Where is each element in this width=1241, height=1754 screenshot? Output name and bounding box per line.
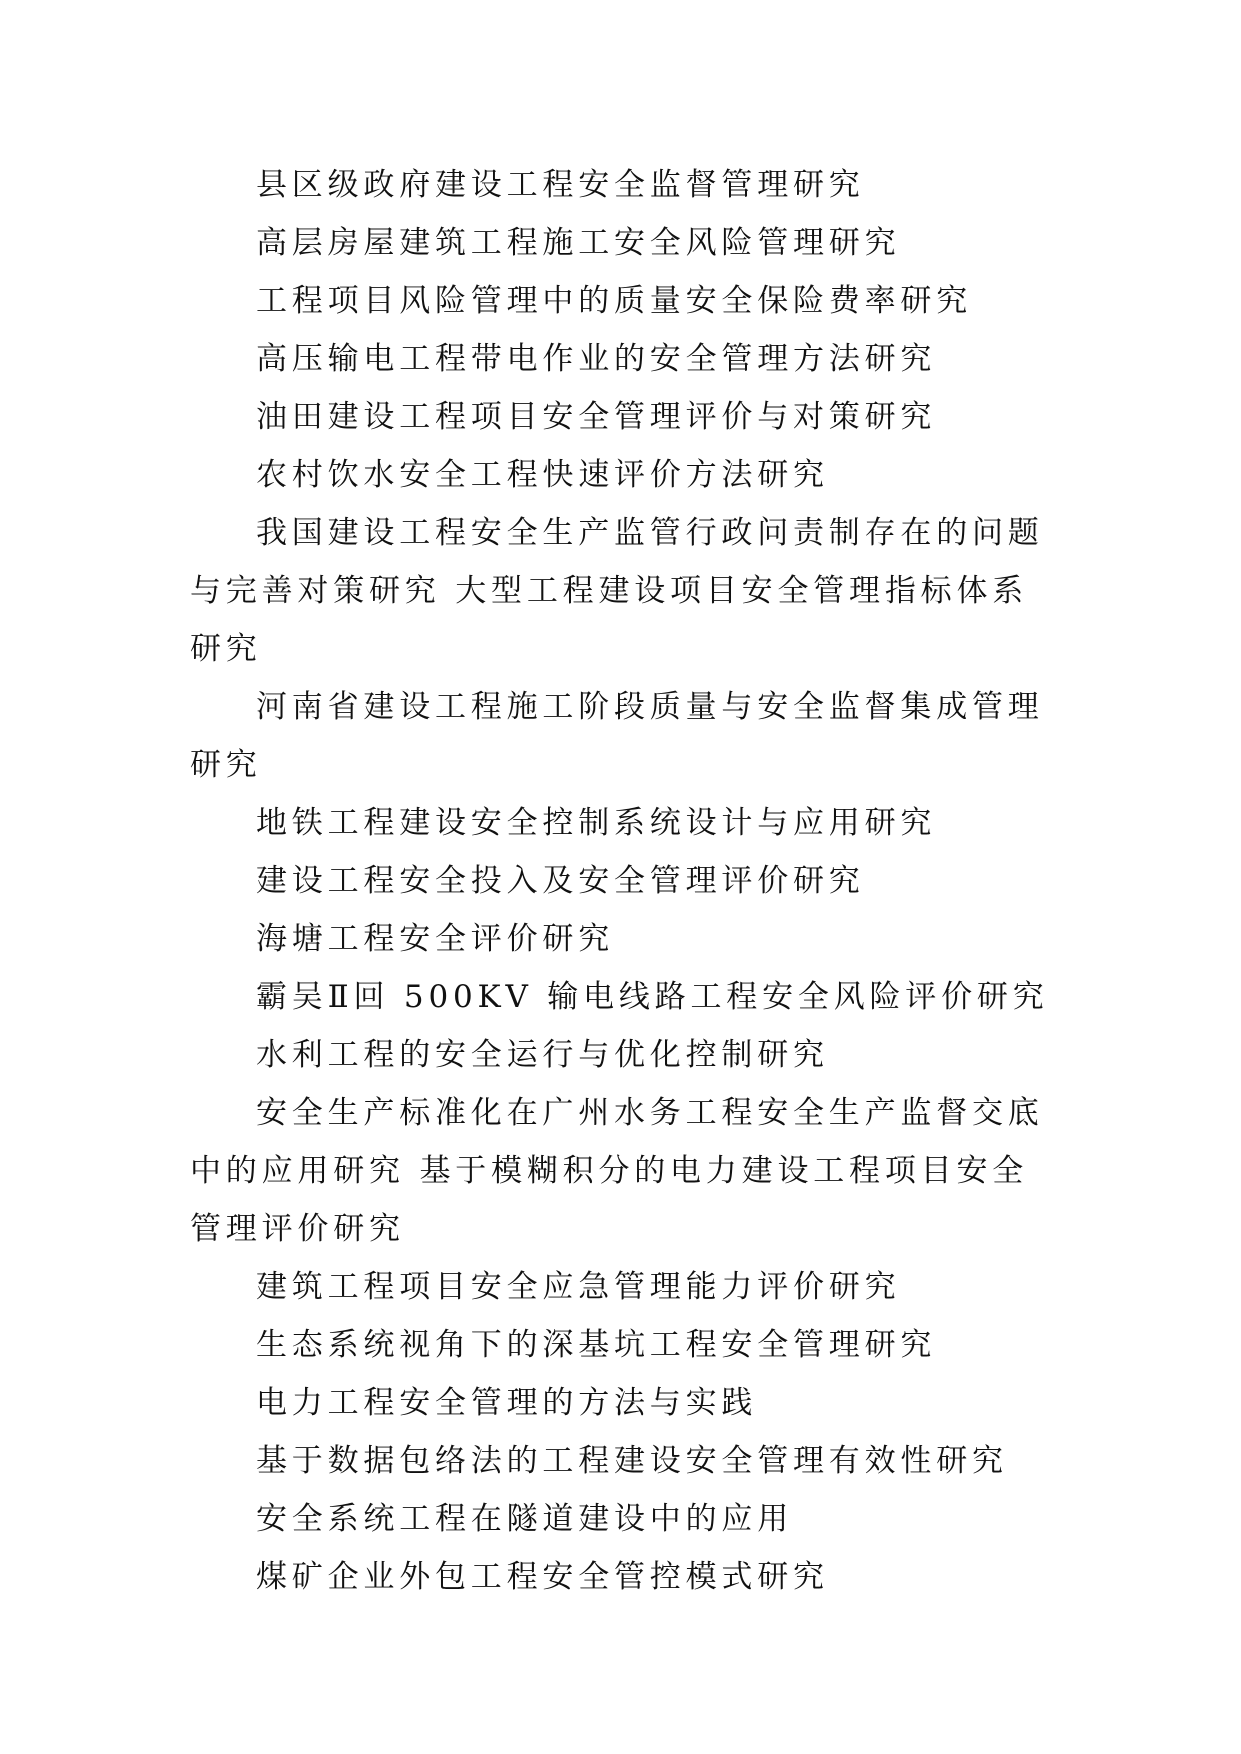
paragraph: 地铁工程建设安全控制系统设计与应用研究 [256,805,937,841]
paragraph: 生态系统视角下的深基坑工程安全管理研究 [256,1327,937,1363]
paragraph: 工程项目风险管理中的质量安全保险费率研究 [256,283,972,319]
paragraph: 基于数据包络法的工程建设安全管理有效性研究 [256,1443,1008,1479]
paragraph: 建筑工程项目安全应急管理能力评价研究 [256,1269,901,1305]
paragraph: 安全系统工程在隧道建设中的应用 [256,1501,793,1537]
paragraph: 建设工程安全投入及安全管理评价研究 [256,863,865,899]
paragraph: 高压输电工程带电作业的安全管理方法研究 [256,341,937,377]
paragraph: 农村饮水安全工程快速评价方法研究 [256,457,829,493]
paragraph: 水利工程的安全运行与优化控制研究 [256,1037,829,1073]
paragraph: 河南省建设工程施工阶段质量与安全监督集成管理研究 [190,689,1044,783]
document-body [190,156,1062,1606]
paragraph: 油田建设工程项目安全管理评价与对策研究 [256,399,937,435]
paragraph: 安全生产标准化在广州水务工程安全生产监督交底中的应用研究 基于模糊积分的电力建设工程项目安全管理评价研究 [190,1095,1044,1247]
paragraph: 海塘工程安全评价研究 [256,921,614,957]
paragraph: 高层房屋建筑工程施工安全风险管理研究 [256,225,901,261]
paragraph: 霸吴Ⅱ回 500KV 输电线路工程安全风险评价研究 [256,979,1049,1015]
paragraph: 我国建设工程安全生产监管行政问责制存在的问题与完善对策研究 大型工程建设项目安全管理指标体系研究 [190,515,1044,667]
paragraph: 县区级政府建设工程安全监督管理研究 [256,167,865,203]
paragraph: 电力工程安全管理的方法与实践 [256,1385,758,1421]
paragraph: 煤矿企业外包工程安全管控模式研究 [256,1559,829,1595]
